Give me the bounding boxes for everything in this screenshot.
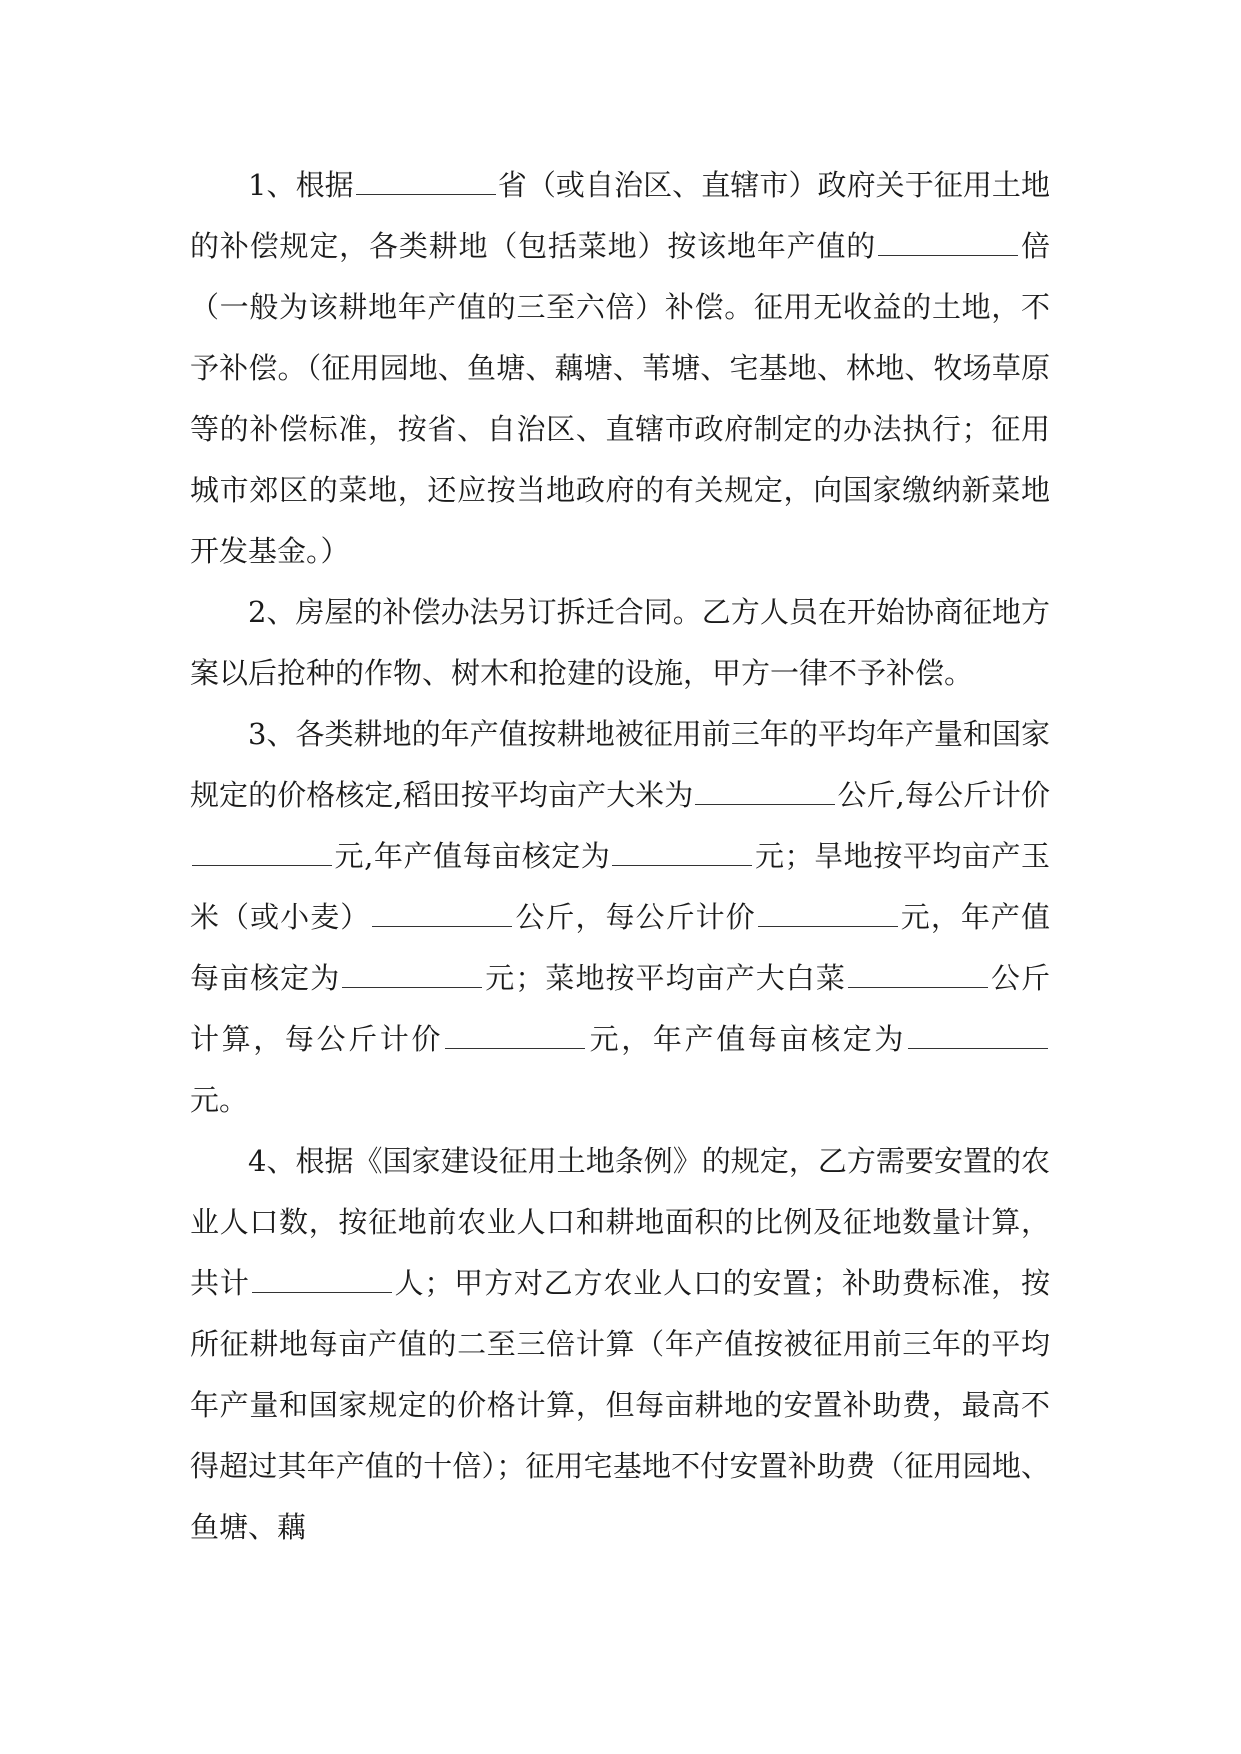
paragraph-text: 元。 [190, 1083, 249, 1117]
fill-in-blank [445, 1022, 585, 1049]
fill-in-blank [342, 961, 482, 988]
paragraph-text: 元；旱地按平均亩产玉米（或小麦） [190, 839, 1050, 934]
paragraph-text: 元；菜地按平均亩产大白菜 [484, 961, 846, 995]
paragraph-text: 公斤,每公斤计价 [837, 778, 1050, 812]
paragraph-text: 元,年产值每亩核定为 [334, 839, 611, 873]
paragraph-text: 公斤，每公斤计价 [514, 900, 756, 934]
paragraph-text: 倍（一般为该耕地年产值的三至六倍）补偿。征用无收益的土地，不予补偿。（征用园地、鱼塘、藕塘、苇塘、宅基地、林地、牧场草原等的补偿标准，按省、自治区、直辖市政府制定的办法执行；征用城市郊区的菜地，还应按当地政府的有关规定，向国家缴纳新菜地开发基金。） [190, 229, 1050, 568]
paragraph-text: 1、根据 [248, 168, 354, 202]
paragraph-text: 4、根据《国家建设征用土地条例》的规定，乙方需要安置的农业人口数，按征地前农业人口和耕地面积的比例及征地数量计算，共计 [190, 1144, 1050, 1300]
paragraph-text: 元，年产值每亩核定为 [190, 900, 1050, 995]
paragraph-1 [190, 155, 1050, 582]
paragraph-2 [190, 582, 1050, 704]
paragraph-3 [190, 704, 1050, 1131]
fill-in-blank [372, 900, 512, 927]
fill-in-blank [356, 168, 496, 195]
paragraph-text: 人；甲方对乙方农业人口的安置；补助费标准，按所征耕地每亩产值的二至三倍计算（年产值按被征用前三年的平均年产量和国家规定的价格计算，但每亩耕地的安置补助费，最高不得超过其年产值的十倍）；征用宅基地不付安置补助费（征用园地、鱼塘、藕 [190, 1266, 1050, 1544]
fill-in-blank [908, 1022, 1048, 1049]
paragraph-text: 公斤计算，每公斤计价 [190, 961, 1050, 1056]
paragraph-text: 元，年产值每亩核定为 [587, 1022, 906, 1056]
fill-in-blank [878, 229, 1018, 256]
paragraph-text: 省（或自治区、直辖市）政府关于征用土地的补偿规定，各类耕地（包括菜地）按该地年产值的 [190, 168, 1050, 263]
fill-in-blank [758, 900, 898, 927]
fill-in-blank [252, 1266, 392, 1293]
fill-in-blank [192, 839, 332, 866]
document-body [190, 155, 1050, 1558]
paragraph-4 [190, 1131, 1050, 1558]
fill-in-blank [612, 839, 752, 866]
paragraph-text: 3、各类耕地的年产值按耕地被征用前三年的平均年产量和国家规定的价格核定,稻田按平均亩产大米为 [190, 717, 1050, 812]
fill-in-blank [848, 961, 988, 988]
fill-in-blank [695, 778, 835, 805]
paragraph-text: 2、房屋的补偿办法另订拆迁合同。乙方人员在开始协商征地方案以后抢种的作物、树木和抢建的设施，甲方一律不予补偿。 [190, 595, 1050, 690]
